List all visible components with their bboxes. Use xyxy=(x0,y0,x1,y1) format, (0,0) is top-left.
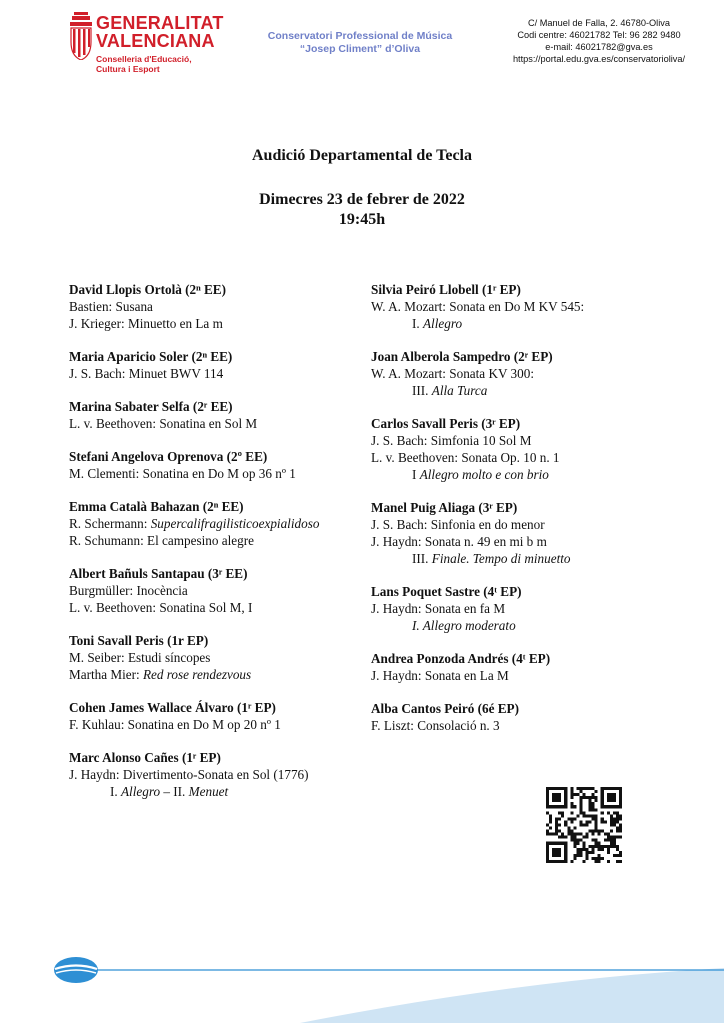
composer-name: M. Seiber: xyxy=(69,650,128,665)
work-title: Inocència xyxy=(136,583,188,598)
piece-line xyxy=(69,649,359,666)
performer-name: Maria Aparicio Soler (2ⁿ EE) xyxy=(69,349,233,364)
movement-number: III. xyxy=(412,551,432,566)
piece-line xyxy=(69,465,359,482)
program-column-left xyxy=(69,281,359,816)
movement-line xyxy=(371,550,671,567)
piece-line xyxy=(69,666,359,683)
program-entry xyxy=(371,700,671,734)
piece-line xyxy=(371,298,671,315)
school-name-line-2: “Josep Climent” d’Oliva xyxy=(299,43,421,55)
composer-name: J. S. Bach: xyxy=(371,517,431,532)
composer-name: J. Krieger: xyxy=(69,316,128,331)
composer-name: J. Haydn: xyxy=(69,767,123,782)
contact-phone: Codi centre: 46021782 Tel: 96 282 9480 xyxy=(517,30,681,40)
event-title: Audició Departamental de Tecla xyxy=(252,147,472,164)
program-entry xyxy=(371,583,671,634)
movement-title: Menuet xyxy=(188,784,229,799)
work-title: Divertimento-Sonata en Sol (1776) xyxy=(122,767,309,782)
school-name xyxy=(250,30,470,56)
work-title: El campesino alegre xyxy=(147,533,254,548)
work-title: Sonata n. 49 en mi b m xyxy=(424,534,547,549)
composer-name: Burgmüller: xyxy=(69,583,137,598)
program-entry xyxy=(69,448,359,482)
movement-title: Allegro xyxy=(121,784,161,799)
program-entry xyxy=(69,699,359,733)
movement-title: Allegro molto e con brio xyxy=(419,467,549,482)
performer-name: Joan Alberola Sampedro (2ʳ EP) xyxy=(371,349,553,364)
movement-title: I. Allegro moderato xyxy=(412,618,516,633)
program-entry xyxy=(69,498,359,549)
piece-line xyxy=(371,365,671,382)
work-title: Sonatina Sol M, I xyxy=(159,600,253,615)
program-entry xyxy=(371,348,671,399)
footer-wave xyxy=(0,940,724,1023)
work-title: Sonata Op. 10 n. 1 xyxy=(461,450,560,465)
performer-name: Marina Sabater Selfa (2ʳ EE) xyxy=(69,399,233,414)
work-title: Sonata en La M xyxy=(424,668,509,683)
program-entry xyxy=(69,749,359,800)
generalitat-logo xyxy=(68,12,224,82)
piece-line xyxy=(371,449,671,466)
logo-subtitle-2: Cultura i Esport xyxy=(96,64,160,74)
composer-name: W. A. Mozart: xyxy=(371,299,450,314)
work-title: Estudi síncopes xyxy=(127,650,211,665)
performer-name: Manel Puig Aliaga (3ʳ EP) xyxy=(371,500,518,515)
piece-line xyxy=(69,532,359,549)
program-entry xyxy=(371,650,671,684)
contact-website[interactable]: https://portal.edu.gva.es/conservatorioliva/ xyxy=(512,54,686,64)
program-entry xyxy=(69,565,359,616)
composer-name: L. v. Beethoven: xyxy=(371,450,462,465)
piece-line xyxy=(371,600,671,617)
event-time: 19:45h xyxy=(338,211,386,228)
performer-name: Emma Català Bahazan (2ⁿ EE) xyxy=(69,499,244,514)
piece-line xyxy=(371,717,671,734)
piece-line xyxy=(69,766,359,783)
work-title: Consolació n. 3 xyxy=(417,718,500,733)
performer-name: David Llopis Ortolà (2ⁿ EE) xyxy=(69,282,226,297)
performer-name: Cohen James Wallace Álvaro (1ʳ EP) xyxy=(69,700,276,715)
performer-name: Silvia Peiró Llobell (1ʳ EP) xyxy=(371,282,521,297)
performer-name: Toni Savall Peris (1r EP) xyxy=(69,633,209,648)
movement-line xyxy=(371,466,671,483)
piece-line xyxy=(69,599,359,616)
movement-number: I xyxy=(412,467,420,482)
piece-line xyxy=(69,716,359,733)
composer-name: J. S. Bach: xyxy=(69,366,129,381)
logo-subtitle-1: Conselleria d'Educació, xyxy=(96,54,192,64)
composer-name: Martha Mier: xyxy=(69,667,143,682)
performer-name: Lans Poquet Sastre (4ᵗ EP) xyxy=(371,584,522,599)
work-title: Sonata en fa M xyxy=(424,601,506,616)
composer-name: J. S. Bach: xyxy=(371,433,431,448)
program-entry xyxy=(371,281,671,332)
piece-line xyxy=(69,315,359,332)
footer-wave-logo-icon xyxy=(54,957,98,983)
piece-line xyxy=(69,415,359,432)
piece-line xyxy=(69,515,359,532)
work-title: Sonatina en Sol M xyxy=(159,416,258,431)
performer-name: Marc Alonso Cañes (1ʳ EP) xyxy=(69,750,221,765)
footer-wave-shape xyxy=(300,968,724,1023)
contact-address: C/ Manuel de Falla, 2. 46780-Oliva xyxy=(528,18,670,28)
piece-line xyxy=(371,667,671,684)
movement-title: Allegro xyxy=(423,316,463,331)
composer-name: W. A. Mozart: xyxy=(371,366,450,381)
composer-name: J. Haydn: xyxy=(371,601,425,616)
piece-line xyxy=(69,298,359,315)
movement-separator: – II. xyxy=(160,784,189,799)
work-title: Sonata en Do M KV 545: xyxy=(449,299,585,314)
school-name-line-1: Conservatori Professional de Música xyxy=(267,30,453,42)
composer-name: F. Kuhlau: xyxy=(69,717,128,732)
event-date: Dimecres 23 de febrer de 2022 xyxy=(259,191,465,208)
composer-name: L. v. Beethoven: xyxy=(69,600,160,615)
movement-line xyxy=(69,783,359,800)
movement-number: I. xyxy=(110,784,121,799)
performer-name: Albert Bañuls Santapau (3ʳ EE) xyxy=(69,566,248,581)
logo-wordmark xyxy=(96,14,224,74)
movement-title: Finale. Tempo di minuetto xyxy=(431,551,571,566)
program-entry xyxy=(69,281,359,332)
work-title: Simfonia 10 Sol M xyxy=(430,433,532,448)
program-entry xyxy=(69,398,359,432)
piece-line xyxy=(69,365,359,382)
program-entry xyxy=(69,632,359,683)
composer-name: Bastien: xyxy=(69,299,116,314)
performer-name: Andrea Ponzoda Andrés (4ᵗ EP) xyxy=(371,651,551,666)
contact-email: e-mail: 46021782@gva.es xyxy=(545,42,653,52)
work-title: Supercalifragilisticoexpialidoso xyxy=(150,516,320,531)
work-title: Sonata KV 300: xyxy=(449,366,535,381)
movement-number: III. xyxy=(412,383,432,398)
composer-name: R. Schumann: xyxy=(69,533,148,548)
movement-title: Alla Turca xyxy=(431,383,488,398)
movement-number: I. xyxy=(412,316,423,331)
composer-name: M. Clementi: xyxy=(69,466,143,481)
movement-line xyxy=(371,382,671,399)
piece-line xyxy=(69,582,359,599)
program-column-right xyxy=(371,281,671,750)
piece-line xyxy=(371,432,671,449)
work-title: Minuet BWV 114 xyxy=(128,366,224,381)
qr-code-icon[interactable] xyxy=(546,787,622,863)
composer-name: R. Schermann: xyxy=(69,516,151,531)
composer-name: L. v. Beethoven: xyxy=(69,416,160,431)
logo-line-1: GENERALITAT xyxy=(96,13,224,33)
generalitat-logo-icon xyxy=(68,12,94,60)
performer-name: Carlos Savall Peris (3ʳ EP) xyxy=(371,416,521,431)
performer-name: Stefani Angelova Oprenova (2º EE) xyxy=(69,449,268,464)
work-title: Sinfonia en do menor xyxy=(430,517,545,532)
movement-line xyxy=(371,617,671,634)
program-entry xyxy=(371,415,671,483)
composer-name: J. Haydn: xyxy=(371,534,425,549)
movement-line xyxy=(371,315,671,332)
composer-name: J. Haydn: xyxy=(371,668,425,683)
piece-line xyxy=(371,516,671,533)
work-title: Minuetto en La m xyxy=(127,316,223,331)
contact-block xyxy=(492,17,706,65)
composer-name: F. Liszt: xyxy=(371,718,418,733)
performer-name: Alba Cantos Peiró (6é EP) xyxy=(371,701,519,716)
piece-line xyxy=(371,533,671,550)
work-title: Sonatina en Do M op 36 nº 1 xyxy=(142,466,296,481)
work-title: Sonatina en Do M op 20 nº 1 xyxy=(127,717,281,732)
program-entry xyxy=(69,348,359,382)
program-entry xyxy=(371,499,671,567)
work-title: Susana xyxy=(115,299,153,314)
work-title: Red rose rendezvous xyxy=(142,667,252,682)
logo-line-2: VALENCIANA xyxy=(96,31,215,51)
